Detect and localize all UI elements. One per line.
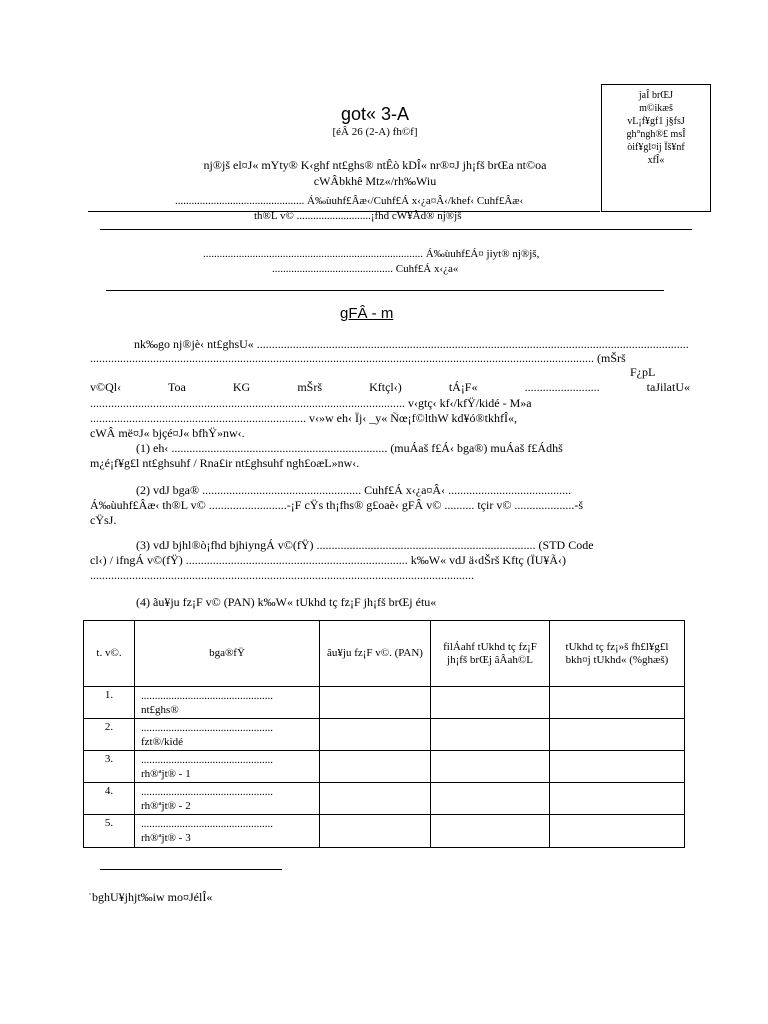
- body-line: (3) vdJ bjhl®ò¡fhd bjhiyngÁ v©(fŸ) ......................................................................... (STD Code: [136, 538, 594, 552]
- form-rule-ref: [éÂ 26 (2-A) fh©f]: [332, 126, 418, 138]
- photo-box: [601, 84, 711, 212]
- pan-cell[interactable]: [320, 815, 431, 848]
- row-name-cell: [135, 751, 320, 783]
- row-dots: ................................................: [141, 786, 273, 798]
- body-line: (4) ãu¥ju fz¡F v© (PAN) k‰W« tUkhd tç fz¡F jh¡fš brŒj étu«: [136, 595, 437, 609]
- row-label: rh®ªjt® - 2: [141, 800, 191, 812]
- income-cell[interactable]: [550, 783, 685, 815]
- year-cell[interactable]: [431, 815, 550, 848]
- table-header-row: [84, 621, 685, 687]
- photo-box-line: gh°ngh®£ msÎ: [626, 129, 686, 140]
- row-dots: ................................................: [141, 818, 273, 830]
- row-label: rh®ªjt® - 1: [141, 768, 191, 780]
- year-cell[interactable]: [431, 783, 550, 815]
- body-line: Á‰ùuhf£Âæ‹ th®L v© ..........................-¡F cŸs th¡fhs® g£oaè‹ gFÂ v© .......... tçir v© ....................-š: [90, 498, 584, 512]
- income-cell[interactable]: [550, 815, 685, 848]
- body-line: nk‰go nj®jè‹ nt£ghsU« ................................................................................................................................................: [134, 337, 689, 351]
- row-number: 5.: [84, 815, 135, 848]
- row-number: 4.: [84, 783, 135, 815]
- header-line-6: ............................................ Cuhf£Á x‹¿a«: [272, 263, 459, 275]
- photo-box-line: m©ikæš: [639, 103, 673, 114]
- column-header: filÁahf tUkhd tç fz¡F jh¡fš brŒj âÂah©L: [431, 621, 550, 687]
- row-dots: ................................................: [141, 722, 273, 734]
- row-number: 3.: [84, 751, 135, 783]
- row-number: 2.: [84, 719, 135, 751]
- body-line: F¿pL: [630, 365, 656, 379]
- year-cell[interactable]: [431, 719, 550, 751]
- pan-cell[interactable]: [320, 783, 431, 815]
- photo-box-line: òif¥gl¤ij Ïš¥nf: [627, 142, 685, 153]
- body-line: v©Ql‹ Toa KG mŠrš Kftçl‹) tÁ¡F« ......................... taJilatU«: [90, 380, 690, 394]
- divider: [106, 290, 664, 291]
- body-line: ........................................................................ v‹»w eh‹ Ïj‹ _y« Ñœ¡f©lthW kd¥ó®tkhfÎ«,: [90, 411, 517, 425]
- row-name-cell: [135, 815, 320, 848]
- body-line: cl‹) / ifngÁ v©(fŸ) .......................................................................... k‰W« vdJ ä‹dŠrš Kftç (ÏU¥Ã‹): [90, 553, 567, 567]
- table-row: [84, 783, 685, 815]
- header-line-5: ................................................................................ Á‰ùuhf£Á¤ jiyt® nj®jš,: [203, 248, 540, 260]
- header-line-2: cWÂbkhê Mtz«/rh‰Wiu: [313, 174, 437, 188]
- photo-box-line: xfÎ«: [647, 155, 665, 166]
- table-row: [84, 751, 685, 783]
- footnote: ˙bghU¥jhjt‰iw mo¤JélÎ«: [88, 890, 213, 904]
- income-cell[interactable]: [550, 719, 685, 751]
- row-dots: ................................................: [141, 754, 273, 766]
- photo-box-line: vL¡f¥gf1 j§fsJ: [627, 116, 685, 127]
- body-line: cWÂ më¤J« bjçé¤J« bfhŸ»nw‹.: [90, 426, 245, 440]
- section-heading: gFÂ - m: [340, 305, 394, 322]
- row-label: fzt®/kidé: [141, 736, 183, 748]
- income-cell[interactable]: [550, 751, 685, 783]
- column-header: t. v©.: [84, 621, 135, 687]
- photo-box-line: jaÎ brŒJ: [638, 90, 674, 101]
- header-line-4: th®L v© ...........................¡fhd cW¥Ãd® nj®jš: [254, 210, 462, 222]
- pan-cell[interactable]: [320, 687, 431, 719]
- column-header: tUkhd tç fz¡»š fh£l¥g£l bkh¤j tUkhd« (%ghæš): [550, 621, 685, 687]
- body-line: ................................................................................................................................: [90, 568, 474, 582]
- row-name-cell: [135, 687, 320, 719]
- year-cell[interactable]: [431, 751, 550, 783]
- row-name-cell: [135, 719, 320, 751]
- form-title: got« 3-A: [340, 104, 410, 124]
- body-line: (2) vdJ bga® ..................................................... Cuhf£Á x‹¿a¤Â‹ .........................................: [136, 483, 572, 497]
- table-row: [84, 687, 685, 719]
- column-header: bga®fŸ: [135, 621, 320, 687]
- body-line: (1) eh‹ ........................................................................ (muÁaš f£Á‹ bga®) muÁaš f£Ádhš: [136, 441, 563, 455]
- pan-cell[interactable]: [320, 719, 431, 751]
- row-label: rh®ªjt® - 3: [141, 832, 191, 844]
- body-line: ......................................................................................................... v‹gtç‹ kf‹/kfŸ/kidé - M»a: [90, 396, 532, 410]
- income-cell[interactable]: [550, 687, 685, 719]
- header-line-3: ............................................... Á‰ùuhf£Âæ‹/Cuhf£Á x‹¿a¤Â‹/khef‹ Cuhf£Âæ‹: [175, 195, 524, 207]
- column-header: ãu¥ju fz¡F v©. (PAN): [320, 621, 431, 687]
- row-number: 1.: [84, 687, 135, 719]
- body-line: ........................................................................................................................................................................ (mŠrš: [90, 351, 626, 365]
- row-label: nt£ghs®: [141, 704, 179, 716]
- footnote-divider: [100, 869, 282, 870]
- row-dots: ................................................: [141, 690, 273, 702]
- pan-cell[interactable]: [320, 751, 431, 783]
- body-line: cŸsJ.: [90, 513, 117, 527]
- table-row: [84, 815, 685, 848]
- header-line-1: nj®jš el¤J« mYty® K‹ghf nt£ghs® ntÊò kDÎ« nr®¤J jh¡fš brŒa nt©oa: [203, 158, 547, 172]
- table-row: [84, 719, 685, 751]
- year-cell[interactable]: [431, 687, 550, 719]
- divider: [100, 229, 692, 230]
- body-line: m¿é¡f¥g£l nt£ghsuhf / Rna£ir nt£ghsuhf ngh£oæL»nw‹.: [90, 456, 360, 470]
- row-name-cell: [135, 783, 320, 815]
- income-tax-table: [83, 620, 685, 848]
